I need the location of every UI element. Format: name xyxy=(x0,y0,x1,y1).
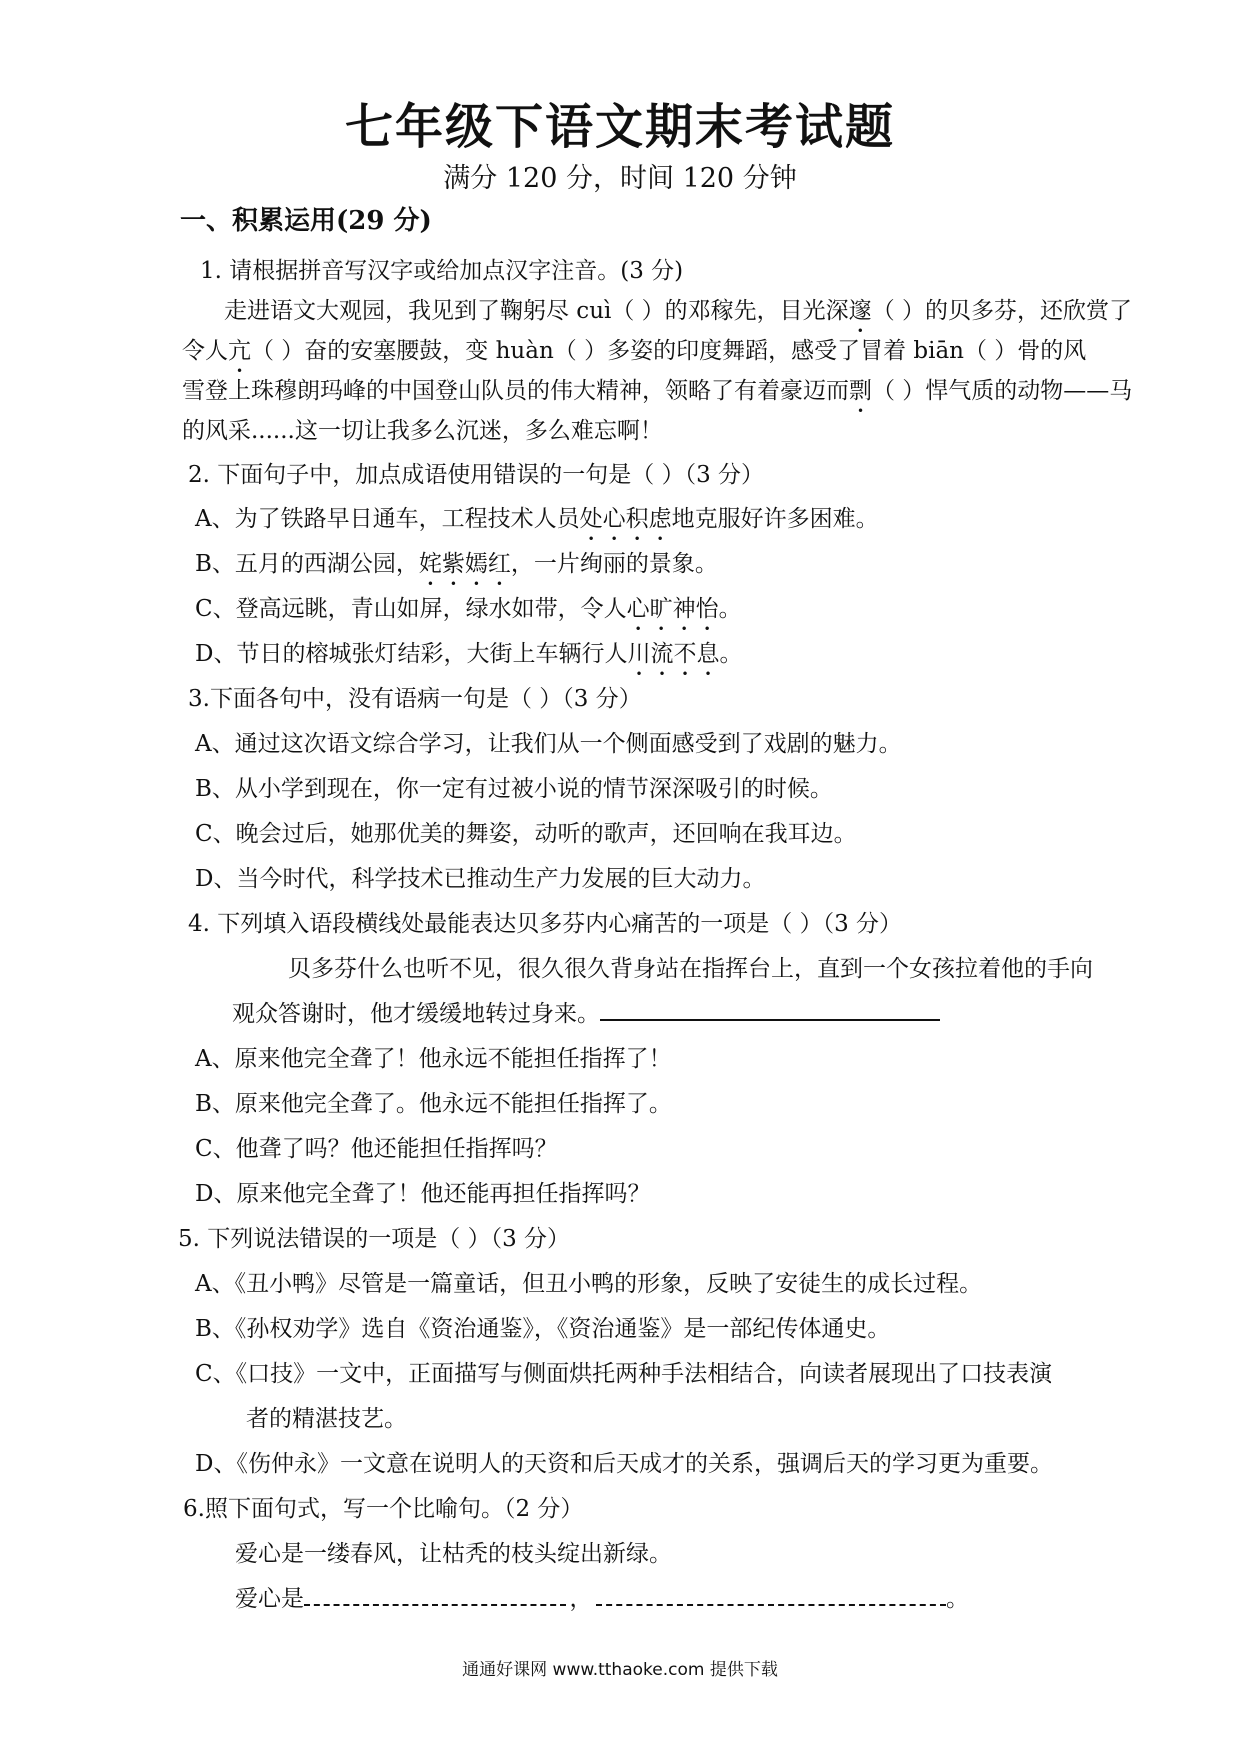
question-2-option-d: D、节日的榕城张灯结彩，大街上车辆行人川流不息。 xyxy=(195,641,743,667)
question-5-option-c-line-1: C、《口技》一文中，正面描写与侧面烘托两种手法相结合，向读者展现出了口技表演 xyxy=(195,1361,1053,1387)
answer-blank-2[interactable] xyxy=(596,1582,946,1606)
question-5-option-d: D、《伤仲永》一文意在说明人的天资和后天成才的关系，强调后天的学习更为重要。 xyxy=(195,1451,1053,1477)
question-4-option-b: B、原来他完全聋了。他永远不能担任指挥了。 xyxy=(195,1091,672,1117)
question-4-passage-line-1: 贝多芬什么也听不见，很久很久背身站在指挥台上，直到一个女孩拉着他的手向 xyxy=(288,956,1093,982)
question-4-option-a: A、原来他完全聋了！他永远不能担任指挥了！ xyxy=(195,1046,672,1072)
question-1-passage-line-2: 令人亢（ ）奋的安塞腰鼓，变 huàn（ ）多姿的印度舞蹈，感受了冒着 biān（ ）骨的风 xyxy=(182,338,1087,364)
question-3-option-c: C、晚会过后，她那优美的舞姿，动听的歌声，还回响在我耳边。 xyxy=(195,821,857,847)
question-2-stem: 2. 下面句子中，加点成语使用错误的一句是（ ）（3 分） xyxy=(188,462,765,488)
question-3-stem: 3.下面各句中，没有语病一句是（ ）（3 分） xyxy=(188,686,642,712)
question-1-passage-line-3: 雪登上珠穆朗玛峰的中国登山队员的伟大精神，领略了有着豪迈而剽（ ）悍气质的动物——马 xyxy=(182,378,1133,404)
question-1-passage-line-1: 走进语文大观园，我见到了鞠躬尽 cuì（ ）的邓稼先，目光深邃（ ）的贝多芬，还欣赏了 xyxy=(224,298,1132,324)
question-6-stem: 6.照下面句式，写一个比喻句。（2 分） xyxy=(183,1496,584,1522)
question-3-option-a: A、通过这次语文综合学习，让我们从一个侧面感受到了戏剧的魅力。 xyxy=(195,731,902,757)
question-4-option-c: C、他聋了吗？他还能担任指挥吗？ xyxy=(195,1136,558,1162)
question-5-option-a: A、《丑小鸭》尽管是一篇童话，但丑小鸭的形象，反映了安徒生的成长过程。 xyxy=(195,1271,983,1297)
section-heading: 一、积累运用(29 分) xyxy=(180,206,432,236)
question-4-passage-line-2: 观众答谢时，他才缓缓地转过身来。 xyxy=(232,995,940,1028)
question-5-option-c-line-2: 者的精湛技艺。 xyxy=(246,1406,407,1432)
question-6-example: 爱心是一缕春风，让枯秃的枝头绽出新绿。 xyxy=(235,1541,672,1567)
question-3-option-b: B、从小学到现在，你一定有过被小说的情节深深吸引的时候。 xyxy=(195,776,833,802)
footer-source: 通通好课网 www.tthaoke.com 提供下载 xyxy=(462,1660,778,1680)
answer-blank-1[interactable] xyxy=(304,1582,566,1606)
page-title: 七年级下语文期末考试题 xyxy=(344,99,895,155)
question-2-option-b: B、五月的西湖公园，姹紫嫣红，一片绚丽的景象。 xyxy=(195,551,718,577)
question-4-option-d: D、原来他完全聋了！他还能再担任指挥吗？ xyxy=(195,1181,651,1207)
question-5-stem: 5. 下列说法错误的一项是（ ）（3 分） xyxy=(178,1226,571,1252)
question-5-option-b: B、《孙权劝学》选自《资治通鉴》，《资治通鉴》是一部纪传体通史。 xyxy=(195,1316,891,1342)
question-6-fill-line: 爱心是 ， 。 xyxy=(235,1580,969,1613)
question-2-option-a: A、为了铁路早日通车，工程技术人员处心积虑地克服好许多困难。 xyxy=(195,506,879,532)
question-3-option-d: D、当今时代，科学技术已推动生产力发展的巨大动力。 xyxy=(195,866,766,892)
answer-blank[interactable] xyxy=(600,995,940,1021)
question-2-option-c: C、登高远眺，青山如屏，绿水如带，令人心旷神怡。 xyxy=(195,596,742,622)
question-1-stem: 1. 请根据拼音写汉字或给加点汉字注音。(3 分) xyxy=(200,258,684,284)
question-4-stem: 4. 下列填入语段横线处最能表达贝多芬内心痛苦的一项是（ ）（3 分） xyxy=(188,911,903,937)
page-subtitle: 满分 120 分，时间 120 分钟 xyxy=(443,163,797,194)
question-1-passage-line-4: 的风采......这一切让我多么沉迷，多么难忘啊！ xyxy=(182,418,663,444)
